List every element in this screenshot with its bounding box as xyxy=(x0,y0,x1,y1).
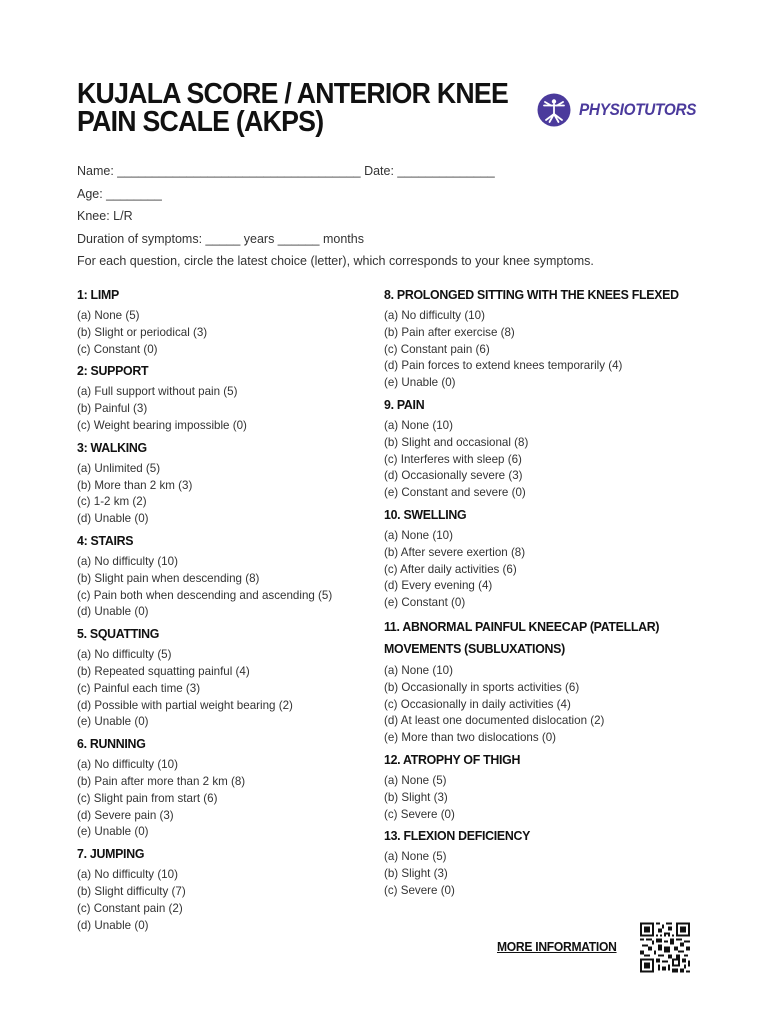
option[interactable]: (b) Repeated squatting painful (4) xyxy=(77,664,250,678)
question-flexion-deficiency xyxy=(384,827,704,899)
option[interactable]: (a) No difficulty (10) xyxy=(384,309,485,322)
question-squatting xyxy=(77,625,372,731)
question-prolonged-sitting xyxy=(384,286,704,392)
option[interactable]: (c) Occasionally in daily activities (4) xyxy=(384,697,571,711)
option[interactable]: (a) None (5) xyxy=(384,850,447,864)
option[interactable]: (a) No difficulty (10) xyxy=(77,554,178,568)
question-jumping xyxy=(77,845,372,934)
option[interactable]: (c) Interferes with sleep (6) xyxy=(384,452,522,466)
question-walking xyxy=(77,439,372,528)
option[interactable]: (c) 1-2 km (2) xyxy=(77,495,147,509)
vitruvian-man-icon xyxy=(537,93,571,127)
question-title: 4: STAIRS xyxy=(77,532,134,548)
option[interactable]: (b) Occasionally in sports activities (6) xyxy=(384,680,580,694)
option[interactable]: (b) Slight pain when descending (8) xyxy=(77,571,260,585)
option[interactable]: (c) Severe (0) xyxy=(384,883,455,897)
option[interactable]: (b) Pain after more than 2 km (8) xyxy=(77,774,246,788)
question-pain xyxy=(384,396,704,502)
option[interactable]: (a) None (5) xyxy=(384,773,447,787)
brand-name: PHYSIOTUTORS xyxy=(579,100,697,119)
knee-field[interactable]: Knee: L/R xyxy=(77,209,133,223)
option[interactable]: (d) Every evening (4) xyxy=(384,579,493,593)
option[interactable]: (e) Constant and severe (0) xyxy=(384,486,526,500)
option[interactable]: (b) Slight (3) xyxy=(384,790,448,804)
option[interactable]: (d) At least one documented dislocation (2) xyxy=(384,714,605,728)
questions-right-column xyxy=(384,286,704,904)
option[interactable]: (b) Painful (3) xyxy=(77,402,148,416)
option[interactable]: (a) No difficulty (10) xyxy=(77,758,178,772)
question-title: 7. JUMPING xyxy=(77,846,145,862)
option[interactable]: (c) Weight bearing impossible (0) xyxy=(77,418,247,432)
name-date-field[interactable]: Name: ___________________________________ Date: ______________ xyxy=(77,164,495,178)
option[interactable]: (e) Unable (0) xyxy=(77,715,149,729)
option[interactable]: (e) Constant (0) xyxy=(384,596,466,610)
question-title: 10. SWELLING xyxy=(384,506,467,522)
option[interactable]: (d) Severe pain (3) xyxy=(77,808,174,822)
option[interactable]: (a) None (5) xyxy=(77,309,140,322)
page-title xyxy=(77,78,509,138)
option[interactable]: (a) No difficulty (5) xyxy=(77,648,172,662)
questions-left-column xyxy=(77,286,372,938)
option[interactable]: (c) Constant pain (2) xyxy=(77,901,183,915)
question-title: 9. PAIN xyxy=(384,396,425,412)
question-title: 3: WALKING xyxy=(77,439,147,455)
question-swelling xyxy=(384,506,704,612)
option[interactable]: (b) Slight (3) xyxy=(384,867,448,881)
option[interactable]: (c) Slight pain from start (6) xyxy=(77,791,218,805)
patient-info xyxy=(77,160,594,273)
option[interactable]: (b) After severe exertion (8) xyxy=(384,545,526,559)
question-title: 8. PROLONGED SITTING WITH THE KNEES FLEXED xyxy=(384,287,679,302)
question-running xyxy=(77,735,372,841)
option[interactable]: (d) Pain forces to extend knees temporarily (4) xyxy=(384,359,623,373)
brand-logo xyxy=(537,92,709,128)
option[interactable]: (b) Slight difficulty (7) xyxy=(77,884,186,898)
option[interactable]: (d) Occasionally severe (3) xyxy=(384,469,523,483)
question-limp xyxy=(77,286,372,358)
option[interactable]: (c) Constant (0) xyxy=(77,342,158,356)
option[interactable]: (e) Unable (0) xyxy=(384,376,456,390)
option[interactable]: (b) Slight or periodical (3) xyxy=(77,325,208,339)
option[interactable]: (e) Unable (0) xyxy=(77,825,149,839)
title-line-1: KUJALA SCORE / ANTERIOR KNEE xyxy=(77,78,509,110)
option[interactable]: (c) Pain both when descending and ascending (5) xyxy=(77,588,333,602)
option[interactable]: (d) Possible with partial weight bearing (2) xyxy=(77,698,293,712)
option[interactable]: (a) No difficulty (10) xyxy=(77,868,178,882)
question-support xyxy=(77,362,372,434)
question-stairs xyxy=(77,532,372,621)
option[interactable]: (c) Constant pain (6) xyxy=(384,342,490,356)
option[interactable]: (d) Unable (0) xyxy=(77,512,149,526)
question-title: 12. ATROPHY OF THIGH xyxy=(384,751,521,767)
question-patellar-movements xyxy=(384,616,704,747)
option[interactable]: (a) None (10) xyxy=(384,528,453,542)
option[interactable]: (c) Painful each time (3) xyxy=(77,681,201,695)
instructions: For each question, circle the latest choice (letter), which corresponds to your knee symptoms. xyxy=(77,254,594,268)
question-thigh-atrophy xyxy=(384,751,704,823)
option[interactable]: (a) Unlimited (5) xyxy=(77,461,161,475)
option[interactable]: (b) More than 2 km (3) xyxy=(77,478,193,492)
question-title: 2: SUPPORT xyxy=(77,363,149,379)
option[interactable]: (a) Full support without pain (5) xyxy=(77,385,238,399)
question-title: 6. RUNNING xyxy=(77,736,146,752)
question-title: 5. SQUATTING xyxy=(77,626,160,642)
option[interactable]: (c) Severe (0) xyxy=(384,807,455,821)
option[interactable]: (d) Unable (0) xyxy=(77,918,149,932)
option[interactable]: (b) Slight and occasional (8) xyxy=(384,435,529,449)
age-field[interactable]: Age: ________ xyxy=(77,186,162,201)
question-title: 13. FLEXION DEFICIENCY xyxy=(384,828,531,844)
option[interactable]: (d) Unable (0) xyxy=(77,605,149,619)
question-title: 11. ABNORMAL PAINFUL KNEECAP (PATELLAR) MOVEMENTS (SUBLUXATIONS) xyxy=(384,618,660,656)
option[interactable]: (e) More than two dislocations (0) xyxy=(384,731,557,745)
option[interactable]: (c) After daily activities (6) xyxy=(384,562,517,576)
qr-code-icon[interactable] xyxy=(640,922,690,973)
option[interactable]: (a) None (10) xyxy=(384,663,453,677)
duration-field[interactable]: Duration of symptoms: _____ years ______ months xyxy=(77,231,364,246)
option[interactable]: (a) None (10) xyxy=(384,418,453,432)
option[interactable]: (b) Pain after exercise (8) xyxy=(384,325,515,339)
title-line-2: PAIN SCALE (AKPS) xyxy=(77,106,324,138)
question-title: 1: LIMP xyxy=(77,287,119,302)
more-information-link[interactable]: MORE INFORMATION xyxy=(497,939,617,954)
